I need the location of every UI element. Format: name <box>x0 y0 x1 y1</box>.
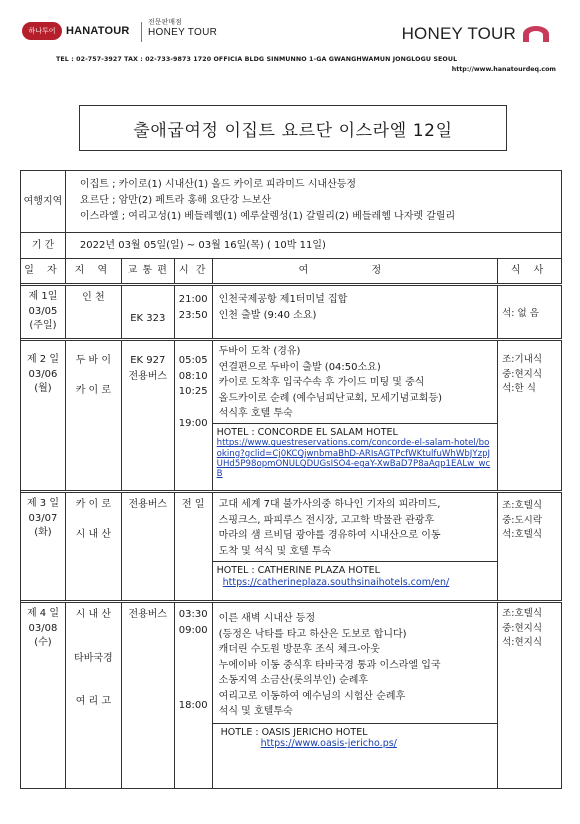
schedule-line: 연결편으로 두바이 출발 (04:50소요) <box>218 361 381 373</box>
day-1-schedule <box>213 286 498 338</box>
day-2-schedule <box>213 341 498 490</box>
hanatour-logo <box>22 22 130 40</box>
day-weekday: (주일) <box>29 320 57 331</box>
hotel-name: HOTLE : OASIS JERICHO HOTEL <box>220 726 368 738</box>
day-number: 제 2 일 <box>26 354 59 365</box>
schedule-line: 인천 출발 (9:40 소요) <box>218 309 317 321</box>
region-jordan: 요르단 ; 암만(2) 페트라 홍해 요단강 느보산 <box>79 195 272 206</box>
schedule-line: 소동지역 소금산(롯의부인) 순례후 <box>218 675 369 686</box>
itinerary-table <box>20 170 562 789</box>
day-2-meals <box>498 341 562 490</box>
day-4-times <box>175 603 213 788</box>
column-header-row <box>21 259 562 286</box>
col-schedule: 여 정 <box>213 259 498 283</box>
time-item: 10:25 <box>178 386 208 397</box>
time-item: 23:50 <box>178 309 208 321</box>
day-row-4 <box>21 603 562 789</box>
schedule-lines <box>213 611 497 720</box>
day-row-2 <box>21 341 562 493</box>
day-weekday: (월) <box>34 383 52 394</box>
day-1-times <box>175 286 213 338</box>
schedule-line: 인천국제공항 제1터미널 집합 <box>218 294 348 305</box>
region-name: 타바국경 <box>74 652 113 664</box>
schedule-line: (등정은 낙타를 타고 하산은 도보로 합니다) <box>218 628 407 640</box>
day-3-schedule <box>213 493 498 600</box>
schedule-line: 두바이 도착 (경유) <box>218 346 301 357</box>
period-label: 기 간 <box>21 233 66 258</box>
day-row-1 <box>21 286 562 341</box>
day-4-region <box>66 603 122 788</box>
meal-item: 중:현지식 <box>502 622 543 634</box>
honeytour-brand <box>402 24 550 44</box>
day-1-region <box>66 286 122 338</box>
meal-item: 조:호텔식 <box>502 500 543 511</box>
schedule-line: 여리고로 이동하여 예수님의 시험산 순례후 <box>218 690 406 702</box>
time-item: 09:00 <box>178 624 208 636</box>
schedule-line: 누에이바 이동 중식후 타바국경 통과 이스라엘 입국 <box>218 659 441 671</box>
time-item: 03:30 <box>178 609 208 620</box>
time-item: 19:00 <box>178 417 208 429</box>
day-3-times <box>175 493 213 600</box>
transport-item: 전용버스 <box>128 609 168 620</box>
day-weekday: (화) <box>34 527 52 538</box>
time-item: 21:00 <box>178 294 208 305</box>
day-2-transport <box>122 341 175 490</box>
time-item: 전 일 <box>181 499 205 510</box>
day-4-meals <box>498 603 562 788</box>
region-name: 카 이 로 <box>75 499 112 510</box>
col-meals: 식 사 <box>498 259 562 283</box>
partner-label-block <box>148 19 217 38</box>
day-1-meals <box>498 286 562 338</box>
day-4-date <box>21 603 66 788</box>
time-item: 18:00 <box>178 700 208 711</box>
schedule-line: 캐더린 수도원 방문후 조식 체크-아웃 <box>218 644 380 655</box>
meal-item: 조:기내식 <box>502 354 543 365</box>
schedule-line: 도착 및 석식 및 호텔 투숙 <box>218 545 332 557</box>
hotel-info <box>213 723 497 754</box>
day-date: 03/08 <box>28 622 58 634</box>
schedule-line: 고대 세계 7대 불가사의중 하나인 기자의 피라미드, <box>218 499 441 510</box>
region-name: 시 내 산 <box>75 528 112 540</box>
col-transport: 교 통 편 <box>122 259 175 283</box>
hanatour-badge: 하나투어 <box>22 22 62 40</box>
schedule-line: 마라의 샘 르비딤 광야를 경유하여 시내산으로 이동 <box>218 530 441 541</box>
col-region: 지 역 <box>66 259 122 283</box>
hotel-info <box>213 561 497 592</box>
transport-item: EK 323 <box>130 313 166 324</box>
day-row-3 <box>21 493 562 603</box>
col-time: 시 간 <box>175 259 213 283</box>
day-3-transport <box>122 493 175 600</box>
meal-item: 석:현지식 <box>502 637 543 649</box>
day-number: 제 4 일 <box>26 608 59 619</box>
schedule-line: 석식 및 호텔투숙 <box>218 706 293 717</box>
day-2-times <box>175 341 213 490</box>
schedule-line: 이른 새벽 시내산 등정 <box>218 613 316 624</box>
day-date: 03/05 <box>28 305 58 317</box>
transport-item: 전용버스 <box>128 499 168 510</box>
partner-label: 전문판매점 <box>148 18 182 26</box>
region-name: 카 이 로 <box>75 384 112 396</box>
hotel-name: HOTEL : CATHERINE PLAZA HOTEL <box>216 565 380 576</box>
period-row <box>21 233 562 259</box>
meal-item: 중:도시락 <box>502 514 543 526</box>
region-name: 여 리 고 <box>75 696 112 707</box>
hotel-info <box>213 423 497 484</box>
region-name: 두 바 이 <box>75 355 112 366</box>
itinerary-title: 출애굽여정 이집트 요르단 이스라엘 12일 <box>79 105 507 151</box>
time-item: 05:05 <box>178 355 208 366</box>
arch-logo-icon <box>522 26 550 42</box>
day-3-region <box>66 493 122 600</box>
transport-item: EK 927 <box>130 355 166 366</box>
schedule-lines <box>213 344 497 422</box>
schedule-line: 스핑크스, 파피루스 전시장, 고고학 박물관 관광후 <box>218 514 435 526</box>
hotel-link[interactable]: https://www.guestreservations.com/concorde-el-salam-hotel/booking?gclid=Cj0KCQjwnbmaBhD-ARIsAGTPcfWKtulfuWhWbJYzpJUHd5P98opmONULQDUGsISO4-egaY-XwBaD7P8aAqp1EALw_wcB <box>216 438 491 480</box>
day-weekday: (수) <box>34 637 52 648</box>
day-number: 제 1일 <box>28 291 58 302</box>
day-2-date <box>21 341 66 490</box>
meal-item: 조:호텔식 <box>502 608 543 619</box>
day-1-transport <box>122 286 175 338</box>
period-value: 2022년 03월 05일(일) ~ 03월 16일(목) ( 10박 11일) <box>66 233 562 258</box>
hotel-name: HOTEL : CONCORDE EL SALAM HOTEL <box>216 426 398 438</box>
time-item: 08:10 <box>178 370 208 382</box>
day-number: 제 3 일 <box>26 498 59 509</box>
meal-item: 석: 없 음 <box>502 308 539 319</box>
day-3-meals <box>498 493 562 600</box>
region-egypt: 이집트 ; 카이로(1) 시내산(1) 올드 카이로 피라미드 시내산등정 <box>79 179 357 190</box>
meal-item: 석:한 식 <box>502 383 536 395</box>
logo-divider <box>141 22 142 42</box>
schedule-line: 카이로 도착후 입국수속 후 가이드 미팅 및 중식 <box>218 377 425 388</box>
schedule-line: 올드카이로 순례 (예수님피난교회, 모세기념교회등) <box>218 392 443 404</box>
hotel-link[interactable]: https://www.oasis-jericho.ps/ <box>260 738 397 750</box>
col-date: 일 자 <box>21 259 66 283</box>
region-row <box>21 171 562 233</box>
region-name: 시 내 산 <box>75 609 112 620</box>
meal-item: 중:현지식 <box>502 368 543 380</box>
schedule-line: 석식후 호텔 투숙 <box>218 408 293 419</box>
meal-item: 석:호텔식 <box>502 529 543 541</box>
letterhead <box>0 0 580 80</box>
website-url: http://www.hanatourdeq.com <box>451 66 556 73</box>
schedule-lines <box>213 497 497 559</box>
day-3-date <box>21 493 66 600</box>
day-4-transport <box>122 603 175 788</box>
transport-item: 전용버스 <box>128 370 168 382</box>
day-date: 03/07 <box>28 512 58 524</box>
day-date: 03/06 <box>28 368 58 380</box>
meal-item <box>502 292 561 307</box>
region-label: 여행지역 <box>21 171 66 232</box>
day-1-date <box>21 286 66 338</box>
region-israel: 이스라엘 ; 여리고성(1) 베들레헴(1) 예루살렘성(1) 갈릴리(2) 베들레헴 나자렛 갈릴리 <box>79 211 456 222</box>
region-name: 인 천 <box>82 292 105 303</box>
hanatour-name: HANATOUR <box>66 25 130 37</box>
partner-name: HONEY TOUR <box>148 26 218 38</box>
hotel-link[interactable]: https://catherineplaza.southsinaihotels.com/en/ <box>222 576 450 588</box>
brand-name: HONEY TOUR <box>401 24 516 43</box>
region-lines <box>66 171 562 232</box>
day-4-schedule <box>213 603 498 788</box>
contact-line: TEL : 02-757-3927 TAX : 02-733-9873 1720 OFFICIA BLDG SINMUNNO 1-GA GWANGHWAMUN JONGLOGU SEOUL <box>56 56 458 63</box>
day-2-region <box>66 341 122 490</box>
